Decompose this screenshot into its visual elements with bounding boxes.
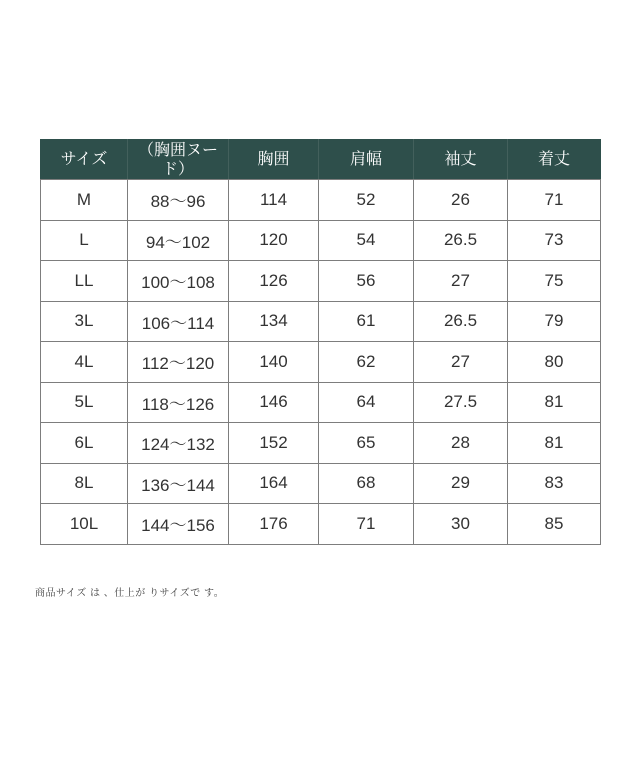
table-cell: 85 (508, 504, 601, 545)
table-cell: 79 (508, 301, 601, 342)
table-cell: 88〜96 (128, 180, 229, 221)
table-cell: 94〜102 (128, 220, 229, 261)
table-cell: 27.5 (414, 382, 508, 423)
table-cell: 136〜144 (128, 463, 229, 504)
table-cell: 62 (319, 342, 414, 383)
product-size-note: 商品サイズ は 、仕上が りサイズで す。 (35, 588, 225, 599)
table-cell: 100〜108 (128, 261, 229, 302)
table-cell: 152 (229, 423, 319, 464)
table-cell: 26.5 (414, 301, 508, 342)
table-cell: 27 (414, 261, 508, 302)
column-header-shoulder: 肩幅 (319, 140, 414, 180)
table-cell: 26 (414, 180, 508, 221)
table-cell: 134 (229, 301, 319, 342)
column-header-size: サイズ (41, 140, 128, 180)
table-row (41, 423, 601, 464)
size-chart-container (40, 139, 600, 545)
table-cell: 27 (414, 342, 508, 383)
table-cell: 68 (319, 463, 414, 504)
table-cell: 126 (229, 261, 319, 302)
table-cell: 118〜126 (128, 382, 229, 423)
table-cell: 144〜156 (128, 504, 229, 545)
table-row (41, 463, 601, 504)
table-cell: 26.5 (414, 220, 508, 261)
table-body (41, 180, 601, 545)
header-row (41, 140, 601, 180)
table-cell: LL (41, 261, 128, 302)
column-header-sleeve: 袖丈 (414, 140, 508, 180)
table-row (41, 382, 601, 423)
table-cell: 114 (229, 180, 319, 221)
table-row (41, 504, 601, 545)
table-header (41, 140, 601, 180)
table-cell: 10L (41, 504, 128, 545)
table-cell: 29 (414, 463, 508, 504)
table-cell: 30 (414, 504, 508, 545)
table-cell: 61 (319, 301, 414, 342)
table-cell: 65 (319, 423, 414, 464)
table-cell: 176 (229, 504, 319, 545)
table-cell: 120 (229, 220, 319, 261)
table-cell: 3L (41, 301, 128, 342)
table-cell: 8L (41, 463, 128, 504)
table-cell: 75 (508, 261, 601, 302)
table-row (41, 301, 601, 342)
table-cell: 81 (508, 382, 601, 423)
column-header-chest-nude: （胸囲ヌード） (128, 140, 229, 180)
table-row (41, 342, 601, 383)
table-row (41, 180, 601, 221)
table-cell: 140 (229, 342, 319, 383)
table-cell: 28 (414, 423, 508, 464)
table-cell: L (41, 220, 128, 261)
table-cell: 164 (229, 463, 319, 504)
table-cell: 6L (41, 423, 128, 464)
table-cell: 80 (508, 342, 601, 383)
table-cell: 106〜114 (128, 301, 229, 342)
table-cell: 64 (319, 382, 414, 423)
column-header-chest: 胸囲 (229, 140, 319, 180)
table-cell: 71 (508, 180, 601, 221)
table-cell: 5L (41, 382, 128, 423)
table-cell: 73 (508, 220, 601, 261)
column-header-length: 着丈 (508, 140, 601, 180)
size-chart-table (40, 139, 601, 545)
table-cell: 124〜132 (128, 423, 229, 464)
table-cell: 56 (319, 261, 414, 302)
table-cell: 81 (508, 423, 601, 464)
table-cell: 54 (319, 220, 414, 261)
table-cell: 146 (229, 382, 319, 423)
table-row (41, 261, 601, 302)
table-cell: 4L (41, 342, 128, 383)
table-row (41, 220, 601, 261)
table-cell: 112〜120 (128, 342, 229, 383)
table-cell: 83 (508, 463, 601, 504)
table-cell: M (41, 180, 128, 221)
table-cell: 52 (319, 180, 414, 221)
table-cell: 71 (319, 504, 414, 545)
